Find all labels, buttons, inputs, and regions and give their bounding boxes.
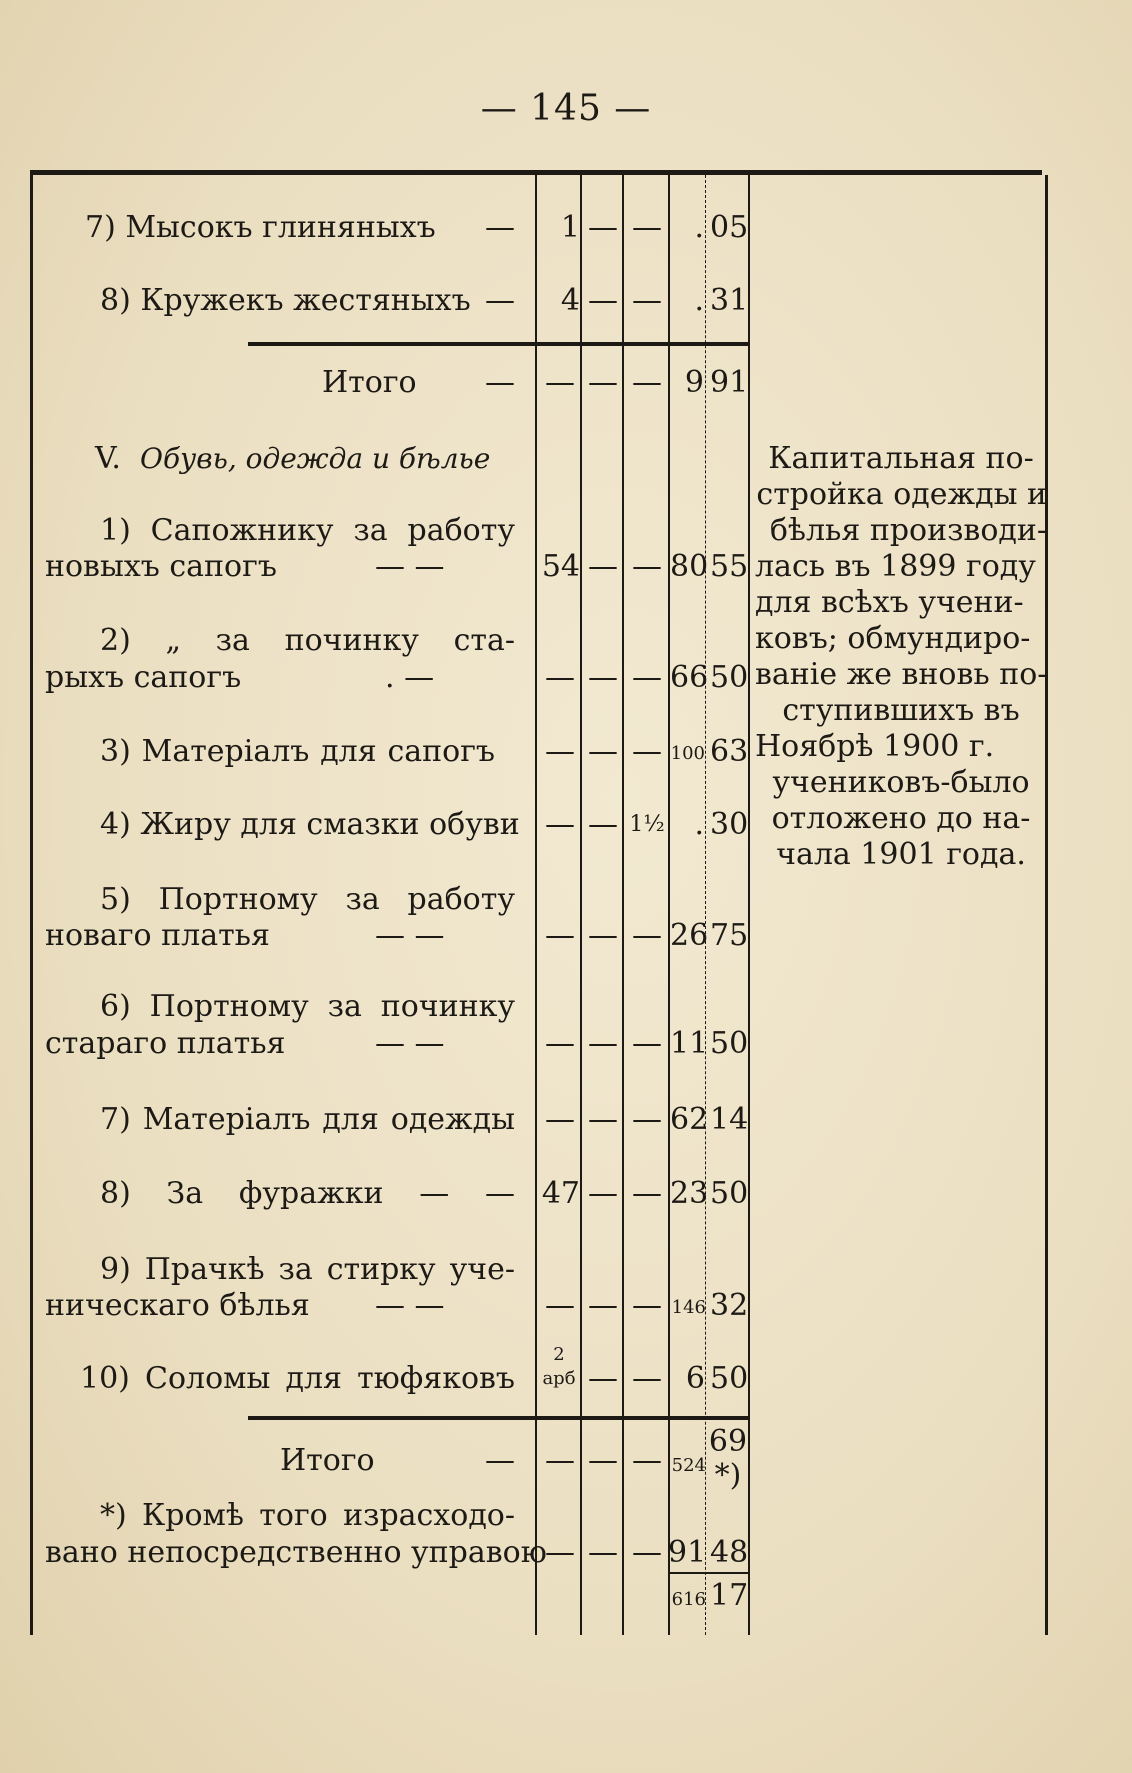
- cell-kop: 91: [710, 365, 749, 400]
- cell-kop: 14: [710, 1102, 749, 1137]
- remark-note: [755, 441, 1047, 873]
- cell-c3: —: [632, 1102, 662, 1137]
- note-line: ковъ; обмундиро-: [755, 621, 1031, 656]
- cell-c1: —: [545, 660, 575, 695]
- cell-rub: 26: [670, 918, 709, 953]
- cell-c2: —: [588, 1102, 618, 1137]
- item-label: 2) „ за починку ста-: [100, 623, 515, 658]
- item-label: 8) За фуражки — —: [100, 1176, 515, 1211]
- note-line: отложено до на-: [771, 801, 1031, 836]
- cell-kop: 30: [710, 807, 749, 842]
- cell-c2: —: [588, 549, 618, 584]
- cell-kop: 50: [710, 1176, 749, 1211]
- footnote-label: *) Кромѣ того израсходо-: [100, 1498, 515, 1533]
- cell-rub: 524: [671, 1455, 706, 1476]
- cell-rub: 80: [670, 549, 709, 584]
- cell-c2: —: [588, 1026, 618, 1061]
- cell-c1: 1: [560, 210, 580, 245]
- cell-c3: —: [632, 1535, 662, 1570]
- row-dash: —: [485, 210, 515, 245]
- cell-kop: 55: [710, 549, 749, 584]
- cell-c1: —: [545, 1026, 575, 1061]
- total-rule: [248, 1416, 748, 1420]
- cell-rub: .: [694, 283, 704, 318]
- item-label: 1) Сапожнику за работу: [100, 513, 515, 548]
- cell-c1: —: [545, 918, 575, 953]
- grand-total-kop: 17: [710, 1578, 749, 1613]
- cell-c3: —: [632, 660, 662, 695]
- note-line: бѣлья производи-: [769, 513, 1047, 548]
- cell-c1: 4: [560, 283, 580, 318]
- grand-total-rule: [668, 1572, 748, 1574]
- item-label: 7) Матеріалъ для одежды: [100, 1102, 515, 1137]
- cell-c1: —: [545, 1102, 575, 1137]
- cell-c3: —: [632, 210, 662, 245]
- cell-c2: —: [588, 365, 618, 400]
- cell-rub: 146: [671, 1297, 706, 1318]
- cell-kop: 69 *): [708, 1424, 748, 1493]
- footnote-label-cont: вано непосредственно управою: [45, 1535, 547, 1570]
- cell-c2: —: [588, 1535, 618, 1570]
- cell-rub: 100: [670, 743, 705, 764]
- column-rule: [748, 175, 750, 1635]
- cell-c3: —: [632, 1026, 662, 1061]
- note-line: для всѣхъ учени-: [755, 585, 1024, 620]
- row-dash: — —: [375, 1026, 445, 1061]
- row-dash: —: [485, 283, 515, 318]
- cell-kop: 31: [710, 283, 749, 318]
- cell-rub: 9: [684, 365, 704, 400]
- item-label: 6) Портному за починку: [100, 989, 515, 1024]
- cell-rub: 23: [670, 1176, 709, 1211]
- total-label: Итого: [280, 1443, 375, 1478]
- cell-c2: —: [588, 660, 618, 695]
- item-label-cont: новыхъ сапогъ: [45, 549, 277, 584]
- cell-kop: 32: [710, 1288, 749, 1323]
- note-line: учениковъ-было: [772, 765, 1030, 800]
- cell-c2: —: [588, 807, 618, 842]
- cell-c1: —: [545, 1535, 575, 1570]
- cell-c3: —: [632, 365, 662, 400]
- item-label-cont: новаго платья: [45, 918, 270, 953]
- cell-c1: —: [545, 734, 575, 769]
- cell-c1: —: [545, 365, 575, 400]
- page-number: — 145 —: [480, 88, 652, 129]
- cell-c1: —: [545, 1288, 575, 1323]
- item-label: 4) Жиру для смазки обуви: [100, 807, 520, 842]
- note-line: лась въ 1899 году: [755, 549, 1036, 584]
- row-dash: —: [485, 365, 515, 400]
- cell-rub: 66: [670, 660, 709, 695]
- cell-c3: —: [632, 734, 662, 769]
- note-line: Капитальная по-: [768, 441, 1034, 476]
- cell-kop: 50: [710, 1361, 749, 1396]
- cell-rub: .: [694, 210, 704, 245]
- cell-rub: 62: [670, 1102, 709, 1137]
- cell-c2: —: [588, 1288, 618, 1323]
- cell-c3: 1½: [629, 812, 665, 837]
- cell-c3: —: [632, 918, 662, 953]
- item-label: 9) Прачкѣ за стирку уче-: [100, 1252, 515, 1287]
- note-line: чала 1901 года.: [776, 837, 1026, 872]
- item-label: 3) Матеріалъ для сапогъ: [100, 734, 495, 769]
- cell-kop: 50: [710, 1026, 749, 1061]
- cell-rub: 91: [668, 1535, 707, 1570]
- cell-c1: 54: [541, 549, 580, 584]
- cell-c2: —: [588, 283, 618, 318]
- note-line: ступившихъ въ: [782, 693, 1020, 728]
- item-label: 10) Соломы для тюфяковъ: [80, 1361, 515, 1396]
- note-line: ваніе же вновь по-: [755, 657, 1048, 692]
- note-line: стройка одежды и: [756, 477, 1047, 512]
- cell-c1: 47: [541, 1176, 580, 1211]
- cell-kop: 48: [710, 1535, 749, 1570]
- cell-rub: 11: [670, 1026, 709, 1061]
- cell-c3: —: [632, 1176, 662, 1211]
- item-label-cont: ническаго бѣлья: [45, 1288, 310, 1323]
- row-dash: — —: [375, 918, 445, 953]
- cell-c3: —: [632, 283, 662, 318]
- subtotal-label: Итого: [322, 365, 417, 400]
- item-label-cont: стараго платья: [45, 1026, 286, 1061]
- cell-c3: —: [632, 549, 662, 584]
- cell-c3: —: [632, 1288, 662, 1323]
- cell-c1: —: [545, 1443, 575, 1478]
- cell-c2: —: [588, 1176, 618, 1211]
- cell-c1: 2 арб: [542, 1344, 576, 1389]
- row-dash: . —: [385, 660, 435, 695]
- subtotal-rule: [248, 342, 748, 346]
- cell-c2: —: [588, 918, 618, 953]
- cell-kop: 75: [710, 918, 749, 953]
- cell-kop: 63: [710, 734, 749, 769]
- cell-c2: —: [588, 210, 618, 245]
- cell-c2: —: [588, 734, 618, 769]
- cell-kop: 50: [710, 660, 749, 695]
- row-dash: — —: [375, 549, 445, 584]
- item-label: 5) Портному за работу: [100, 882, 515, 917]
- item-label-cont: рыхъ сапогъ: [45, 660, 242, 695]
- cell-kop: 05: [710, 210, 749, 245]
- cell-rub: .: [694, 807, 704, 842]
- cell-c2: —: [588, 1361, 618, 1396]
- cell-c3: —: [632, 1443, 662, 1478]
- table-right-border: [1045, 175, 1048, 1635]
- section-title: Обувь, одежда и бѣлье: [140, 442, 491, 475]
- note-line: Ноябрѣ 1900 г.: [755, 729, 995, 764]
- row-dash: —: [485, 1443, 515, 1478]
- cell-c2: —: [588, 1443, 618, 1478]
- section-numeral: V.: [95, 441, 121, 476]
- grand-total-rub: 616: [671, 1589, 706, 1610]
- cell-c3: —: [632, 1361, 662, 1396]
- cell-c1: —: [545, 807, 575, 842]
- row-label: 7) Мысокъ глиняныхъ: [85, 210, 436, 245]
- table-left-border: [30, 175, 33, 1635]
- cell-rub: 6: [685, 1361, 705, 1396]
- row-label: 8) Кружекъ жестяныхъ: [100, 283, 471, 318]
- row-dash: — —: [375, 1288, 445, 1323]
